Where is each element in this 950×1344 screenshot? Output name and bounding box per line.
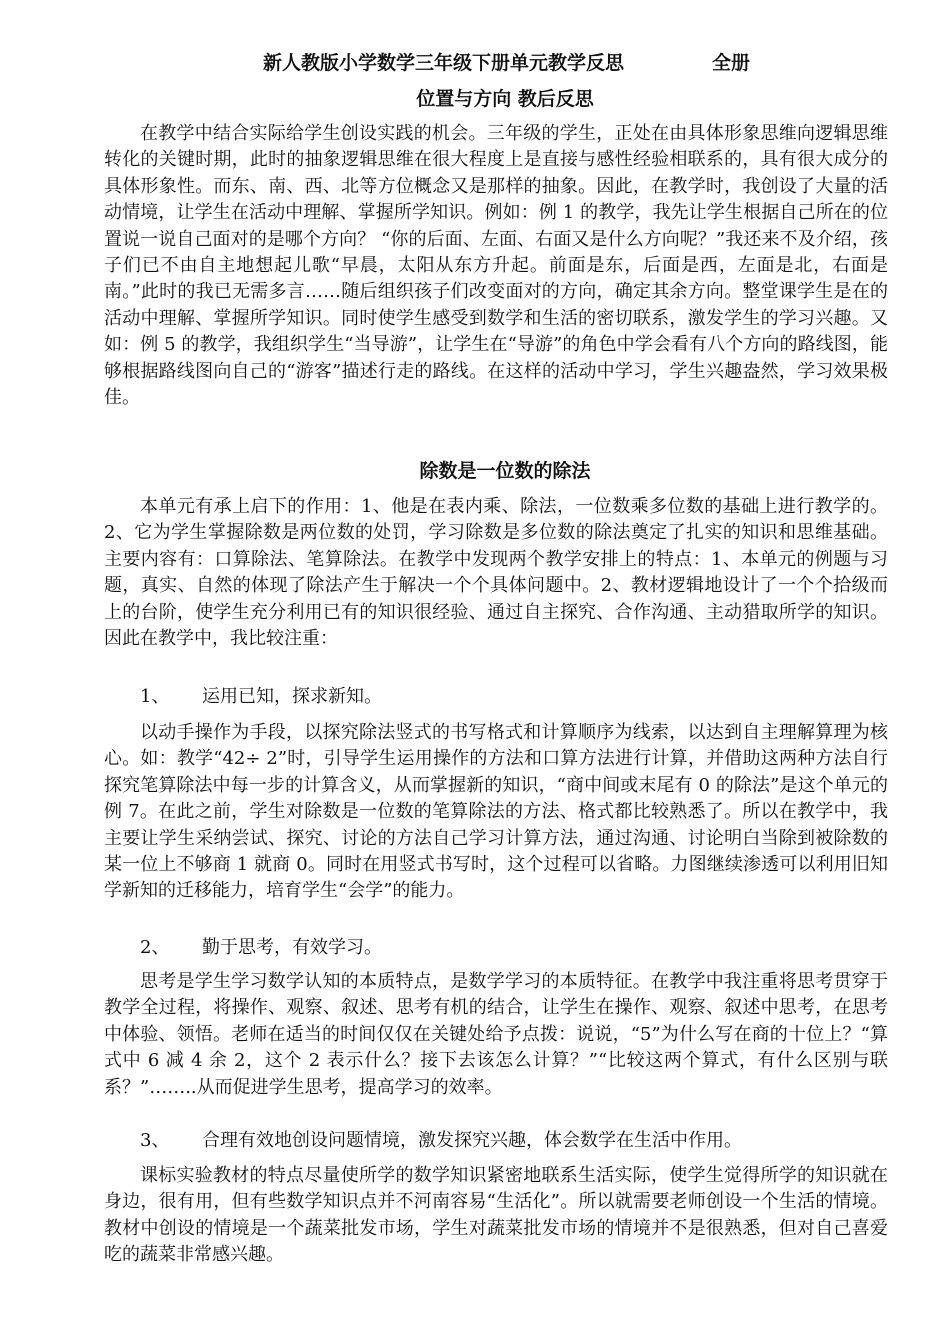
list-item-title: 勤于思考，有效学习。 xyxy=(202,937,382,958)
paragraph-division-intro: 本单元有承上启下的作用：1、他是在表内乘、除法，一位数乘多位数的基础上进行教学的。2、它为学生掌握除数是两位数的处罚，学习除数是多位数的除法奠定了扎实的知识和思维基础。主要内容有：口算除法、笔算除法。在教学中发现两个教学安排上的特点：1、本单元的例题与习题，真实、自然的体现了除法产生于解决一个个具体问题中。2、教材逻辑地设计了一个个拾级而上的台阶，使学生充分利用已有的知识很经验、通过自主探究、合作沟通、主动猎取所学的知识。因此在教学中，我比较注重： xyxy=(104,496,888,650)
list-item-1-heading xyxy=(140,684,382,710)
paragraph-position-direction: 在教学中结合实际给学生创设实践的机会。三年级的学生，正处在由具体形象思维向逻辑思维转化的关键时期，此时的抽象逻辑思维在很大程度上是直接与感性经验相联系的，具有很大成分的具体形象性。而东、南、西、北等方位概念又是那样的抽象。因此，在教学时，我创设了大量的活动情境，让学生在活动中理解、掌握所学知识。例如：例 1 的教学，我先让学生根据自己所在的位置说一说自己面对的是哪个方向？ “你的后面、左面、右面又是什么方向呢？”我还来不及介绍，孩子们已不由自主地想起儿歌“早晨，太阳从东方升起。前面是东，后面是西，左面是北，右面是南。”此时的我已无需多言……随后组织孩子们改变面对的方向，确定其余方向。整堂课学生是在的活动中理解、掌握所学知识。同时使学生感受到数学和生活的密切联系，激发学生的学习兴趣。又如：例 5 的教学，我组织学生“当导游”，让学生在“导游”的角色中学会看有八个方向的路线图，能够根据路线图向自己的“游客”描述行走的路线。在这样的活动中学习，学生兴趣盎然，学习效果极佳。 xyxy=(104,123,888,409)
list-item-number: 3、 xyxy=(140,1130,170,1151)
title-suffix: 全册 xyxy=(712,52,751,74)
list-item-3-heading xyxy=(140,1128,742,1154)
title-main: 新人教版小学数学三年级下册单元教学反思 xyxy=(263,52,625,74)
list-item-2-heading xyxy=(140,935,382,961)
paragraph-item-3: 课标实验教材的特点尽量使所学的数学知识紧密地联系生活实际，使学生觉得所学的知识就在身边，很有用，但有些数学知识点并不河南容易“生活化”。所以就需要老师创设一个生活的情境。教材中创设的情境是一个蔬菜批发市场，学生对蔬菜批发市场的情境并不是很熟悉，但对自己喜爱吃的蔬菜非常感兴趣。 xyxy=(104,1165,888,1266)
paragraph-item-1: 以动手操作为手段，以探究除法竖式的书写格式和计算顺序为线索，以达到自主理解算理为核心。如：教学“42÷ 2”时，引导学生运用操作的方法和口算方法进行计算，并借助这两种方法自行探究笔算除法中每一步的计算含义，从而掌握新的知识，“商中间或末尾有 0 的除法”是这个单元的例 7。在此之前，学生对除数是一位数的笔算除法的方法、格式都比较熟悉了。所以在教学中，我主要让学生采纳尝试、探究、讨论的方法自己学习计算方法，通过沟通、讨论明白当除到被除数的某一位上不够商 1 就商 0。同时在用竖式书写时，这个过程可以省略。力图继续渗透可以利用旧知学新知的迁移能力，培育学生“会学”的能力。 xyxy=(104,722,888,902)
document-title xyxy=(0,46,950,80)
list-item-number: 1、 xyxy=(140,686,170,707)
list-item-title: 合理有效地创设问题情境，激发探究兴趣，体会数学在生活中作用。 xyxy=(202,1130,742,1151)
list-item-title: 运用已知，探求新知。 xyxy=(202,686,382,707)
paragraph-item-2: 思考是学生学习数学认知的本质特点，是数学学习的本质特征。在教学中我注重将思考贯穿于教学全过程，将操作、观察、叙述、思考有机的结合，让学生在操作、观察、叙述中思考，在思考 中体验、领悟。老师在适当的时间仅仅在关键处给予点拨：说说，“5”为什么写在商的十位上？“算式中 6 减 4 余 2，这个 2 表示什么？接下去该怎么计算？”“比较这两个算式，有什么区别与联系？”……..从而促进学生思考，提高学习的效率。 xyxy=(104,971,888,1098)
section-heading-division: 除数是一位数的除法 xyxy=(419,460,591,482)
list-item-number: 2、 xyxy=(140,937,170,958)
section-heading-position-direction: 位置与方向 教后反思 xyxy=(416,88,594,110)
